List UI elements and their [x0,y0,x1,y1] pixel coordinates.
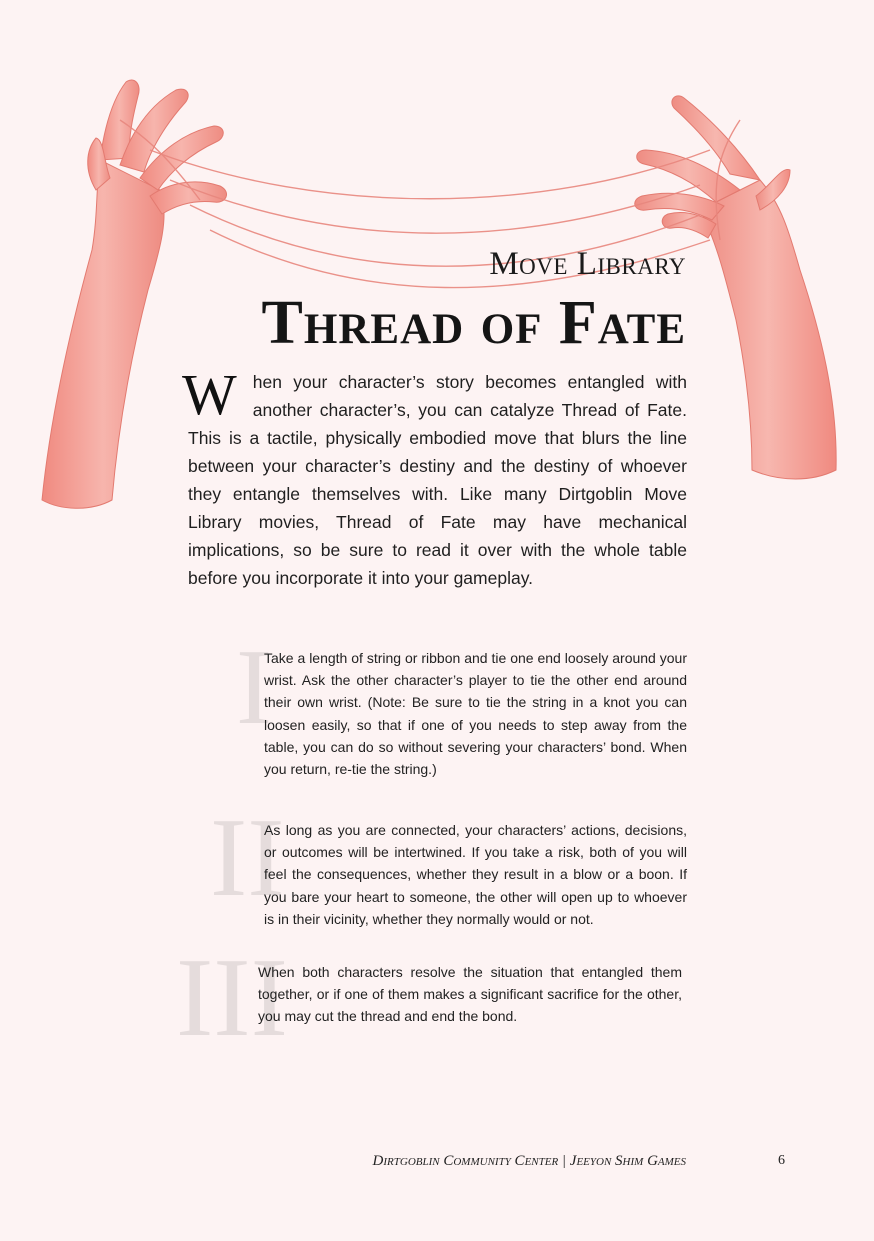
step-1-numeral: I [236,628,272,747]
step-3-text: When both characters resolve the situation that entangled them together, or if one of them makes a significant sacrifice for the other, you may cut the thread and end the bond. [258,964,682,1025]
section-eyebrow: Move Library [489,246,686,282]
step-3-numeral: III [176,936,288,1060]
footer-credit: Dirtgoblin Community Center | Jeeyon Shim Games [372,1153,686,1169]
step-2-numeral: II [210,796,285,920]
step-1-text: Take a length of string or ribbon and tie one end loosely around your wrist. Ask the other character’s player to tie the other end around their own wrist. (Note: Be sure to tie the string in a knot you can loosen easily, so that if one of you needs to step away from the table, you can do so without severing your characters’ bond. When you return, re-tie the string.) [264,650,687,778]
intro-paragraph [182,362,687,592]
page-title: Thread of Fate [261,289,686,357]
drop-cap: W [182,362,237,427]
step-2-text: As long as you are connected, your characters’ actions, decisions, or outcomes will be intertwined. If you take a risk, both of you will feel the consequences, whether they result in a blow or a boon. If you bare your heart to someone, the other will open up to whoever is in their vicinity, whether they normally would or not. [264,822,687,927]
intro-text: hen your character’s story becomes entangled with another character’s, you can catalyze Thread of Fate. This is a tactile, physically embodied move that blurs the line between your character’s destiny and the destiny of whoever they entangle themselves with. Like many Dirtgoblin Move Library movies, Thread of Fate may have mechanical implications, so be sure to read it over with the whole table before you incorporate it into your gameplay. [188,372,687,588]
page-number: 6 [778,1153,785,1168]
